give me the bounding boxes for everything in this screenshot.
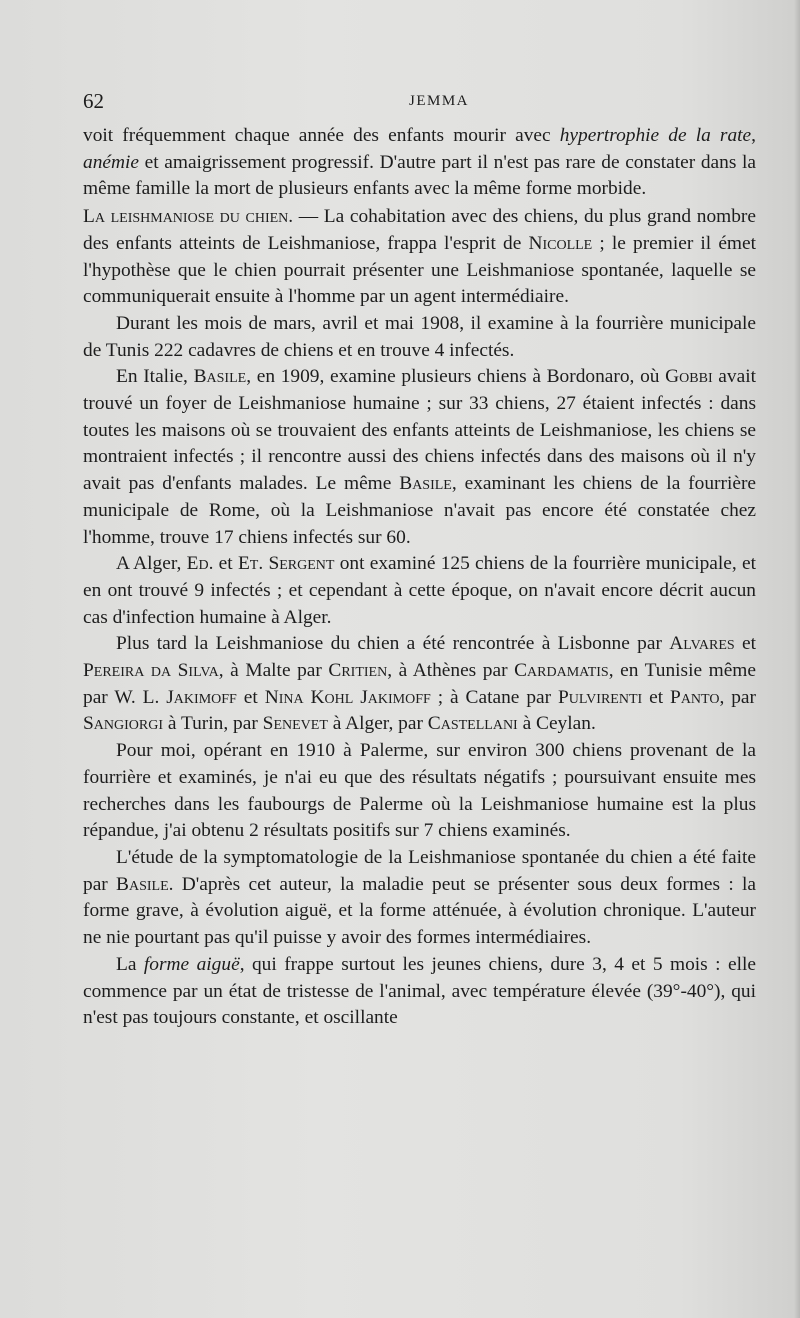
text-run: L'étude de la symptomatologie de la Leishmaniose spontanée du chien a été faite par [83, 846, 756, 895]
text-run: et [734, 633, 757, 655]
author-name: Sangiorgi [83, 713, 163, 735]
paragraph-tunis: Durant les mois de mars, avril et mai 1908, il examine à la fourrière municipale de Tunis 222 cadavres de chiens et en trouve 4 infectés. [83, 312, 756, 361]
author-name: Jakimoff [166, 686, 237, 708]
italic-term: hypertrophie de la rate [559, 125, 752, 146]
author-name: Pereira da Silva [83, 660, 219, 682]
author-name: Pulvirenti [558, 686, 643, 708]
text-run: voit fréquemment chaque année des enfants mourir avec [83, 125, 560, 146]
paragraph-continuation [83, 123, 756, 203]
text-run: , à Athènes par [387, 660, 515, 682]
text-run: , examinant les chiens de la fourrière municipale de Rome, où la Leishmaniose n'avait pas encore été constatée chez l'homme, trouve 17 chiens infectés sur 60. [83, 473, 757, 548]
text-run: à Turin, par [163, 713, 263, 735]
text-run: à Alger, par [327, 713, 428, 735]
author-name: Basile [116, 873, 169, 895]
page-edge-shadow [794, 0, 800, 1318]
author-name: Basile [193, 366, 247, 388]
text-run: et [642, 686, 671, 708]
author-name: Panto [670, 686, 720, 708]
text-run: , par [719, 686, 756, 708]
text-run: , en 1909, examine plusieurs chiens à Bordonaro, où [246, 366, 666, 388]
text-run: et [213, 553, 238, 575]
text-run: , [751, 125, 756, 146]
italic-term: anémie [83, 151, 139, 173]
paragraph-leishmaniose-chien [83, 204, 756, 311]
text-run: à Ceylan. [517, 713, 596, 735]
author-name: Gobbi [665, 366, 713, 388]
paragraph-palerme: Pour moi, opérant en 1910 à Palerme, sur environ 300 chiens provenant de la fourrière et examinés, je n'ai eu que des résultats négatifs ; poursuivant ensuite mes recherches dans les faubourgs de Palerme où la Leishmaniose humaine est la plus répandue, j'ai obtenu 2 résultats positifs sur 7 chiens examinés. [83, 740, 756, 842]
paragraph-alger [83, 551, 756, 631]
italic-term: forme aiguë [143, 953, 240, 975]
page-number: 62 [83, 89, 104, 113]
text-run: . D'après cet auteur, la maladie peut se présenter sous deux formes : la forme grave, à évolution aiguë, et la forme atténuée, à évolution chronique. L'auteur ne nie pourtant pas qu'il puisse y avoir des formes intermédiaires. [83, 873, 756, 949]
body-text [83, 123, 756, 1032]
author-name: Cardamatis [514, 660, 609, 682]
author-name: Nina Kohl Jakimoff [264, 686, 431, 708]
author-name: Basile [399, 473, 452, 495]
text-run: A Alger, [116, 553, 187, 575]
author-name: Castellani [427, 713, 518, 735]
text-run: La [116, 953, 144, 975]
text-run: avait trouvé un foyer de Leishmaniose humaine ; sur 33 chiens, 27 étaient infectés : dans toutes les maisons où se trouvaient des enfants atteints de Leishmaniose, les chiens se montraient infectés ; il rencontre aussi des chiens infectés dans des maisons où il n'y avait pas d'enfants malades. Le même [83, 366, 756, 495]
text-run: et [236, 686, 265, 708]
paragraph-italie [83, 364, 756, 551]
text-run: et amaigrissement progressif. D'autre part il n'est pas rare de constater dans la même famille la mort de plusieurs enfants avec la même forme morbide. [83, 151, 756, 200]
author-name: Ed. [186, 553, 214, 575]
author-name: Alvares [669, 633, 735, 655]
text-run: En Italie, [116, 366, 194, 388]
text-run: Plus tard la Leishmaniose du chien a été rencontrée à Lisbonne par [116, 633, 670, 655]
text-run: ; à Catane par [430, 686, 559, 708]
author-name: Et. Sergent [237, 553, 335, 575]
running-head: JEMMA [408, 93, 469, 109]
text-run: — La cohabitation avec des chiens, du plus grand nombre des enfants atteints de Leishmaniose, frappa l'esprit de [83, 206, 756, 254]
paragraph-plus-tard [83, 631, 756, 738]
text-run: , qui frappe surtout les jeunes chiens, dure 3, 4 et 5 mois : elle commence par un état de tristesse de l'animal, avec température élevée (39°-40°), qui n'est pas toujours constante, et oscillante [83, 953, 756, 1029]
page-header [83, 89, 755, 113]
text-run: ont examiné 125 chiens de la fourrière municipale, et en ont trouvé 9 infectés ; et cependant à cette époque, on n'avait encore décrit aucun cas d'infection humaine à Alger. [83, 553, 756, 628]
section-run-in-heading: La leishmaniose du chien. [83, 206, 294, 228]
author-name: Nicolle [528, 232, 593, 254]
author-name: Senevet [262, 713, 328, 735]
paragraph-symptomatologie [83, 845, 756, 952]
text-run: , à Malte par [218, 660, 329, 682]
paragraph-forme-aigue [83, 952, 756, 1032]
text-run: ; le premier il émet l'hypothèse que le chien pourrait présenter une Leishmaniose spontanée, laquelle se communiquerait ensuite à l'homme par un agent intermédiaire. [83, 232, 756, 308]
author-name: Critien [328, 660, 388, 682]
text-run: , en Tunisie même par W. L. [83, 660, 756, 708]
